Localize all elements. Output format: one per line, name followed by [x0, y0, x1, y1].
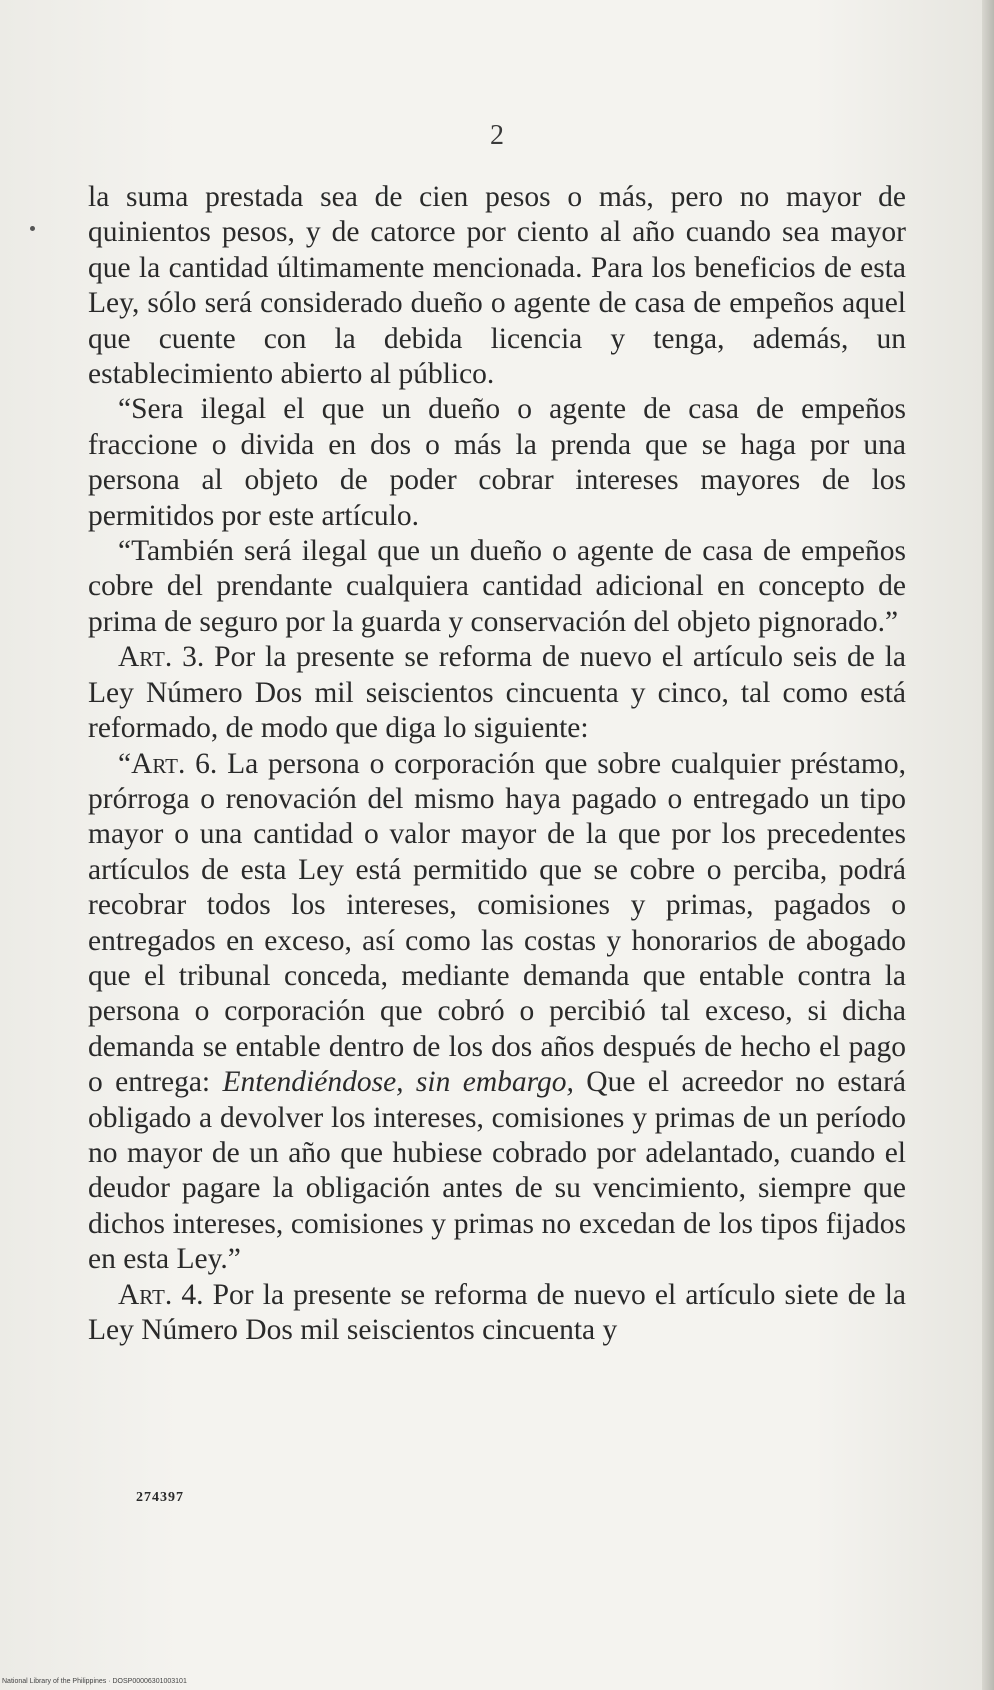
paragraph-article-4: [88, 1278, 906, 1349]
printer-mark: 274397: [136, 1490, 184, 1505]
paragraph-1: la suma prestada sea de cien pesos o más, pero no mayor de quinientos pesos, y de catorce por ciento al año cuando sea mayor que la cantidad últimamente mencionada. Para los beneficios de esta Ley, sólo será considerado dueño o agente de casa de empeños aquel que cuente con la debida licencia y tenga, además, un establecimiento abierto al público.: [88, 181, 906, 391]
archive-footer-stamp: National Library of the Philippines · DOSP00006301003101: [2, 1678, 187, 1685]
paragraph-3: “También será ilegal que un dueño o agente de casa de empeños cobre del prendante cualquiera cantidad adicional en concepto de prima de seguro por la guarda y conservación del objeto pignorado.”: [88, 535, 906, 638]
document-body: [88, 180, 906, 1348]
stray-ink-dot: [30, 226, 35, 231]
article-6-proviso: Entendiéndose, sin embargo,: [222, 1066, 574, 1099]
article-3-text: Por la presente se reforma de nuevo el artículo seis de la Ley Número Dos mil seiscientos cincuenta y cinco, tal como está reformado, de modo que diga lo siguiente:: [88, 641, 907, 745]
article-6-label: Art. 6.: [131, 747, 218, 780]
article-6-text-b: Que el acreedor no estará obligado a devolver los intereses, comisiones y primas de un período no mayor de un año que hubiese cobrado por adelantado, cuando el deudor pagare la obligación antes de su vencimiento, siempre que dichos intereses, comisiones y primas no excedan de los tipos fijados en esta Ley.”: [88, 1066, 906, 1276]
open-quote: “: [118, 747, 132, 780]
paragraph-article-6: [88, 747, 906, 1278]
article-4-label: Art. 4.: [118, 1278, 204, 1311]
paragraph-article-3: [88, 640, 906, 746]
page-number: 2: [490, 120, 504, 151]
article-3-label: Art. 3.: [118, 641, 205, 674]
article-4-text: Por la presente se reforma de nuevo el artículo siete de la Ley Número Dos mil seiscientos cincuenta y: [88, 1278, 906, 1346]
paragraph-2: “Sera ilegal el que un dueño o agente de casa de empeños fraccione o divida en dos o más la prenda que se haga por una persona al objeto de poder cobrar intereses mayores de los permitidos por este artículo.: [88, 393, 906, 532]
page-edge-shadow: [982, 0, 994, 1690]
article-6-text-a: La persona o corporación que sobre cualquier préstamo, prórroga o renovación del mismo haya pagado o entregado un tipo mayor o una cantidad o valor mayor de la que por los precedentes artículos de esta Ley está permitido que se cobre o perciba, podrá recobrar todos los intereses, comisiones y primas, pagados o entregados en exceso, así como las costas y honorarios de abogado que el tribunal conceda, mediante demanda que entable contra la persona o corporación que cobró o percibió tal exceso, si dicha demanda se entable dentro de los dos años después de hecho el pago o entrega:: [88, 747, 906, 1099]
